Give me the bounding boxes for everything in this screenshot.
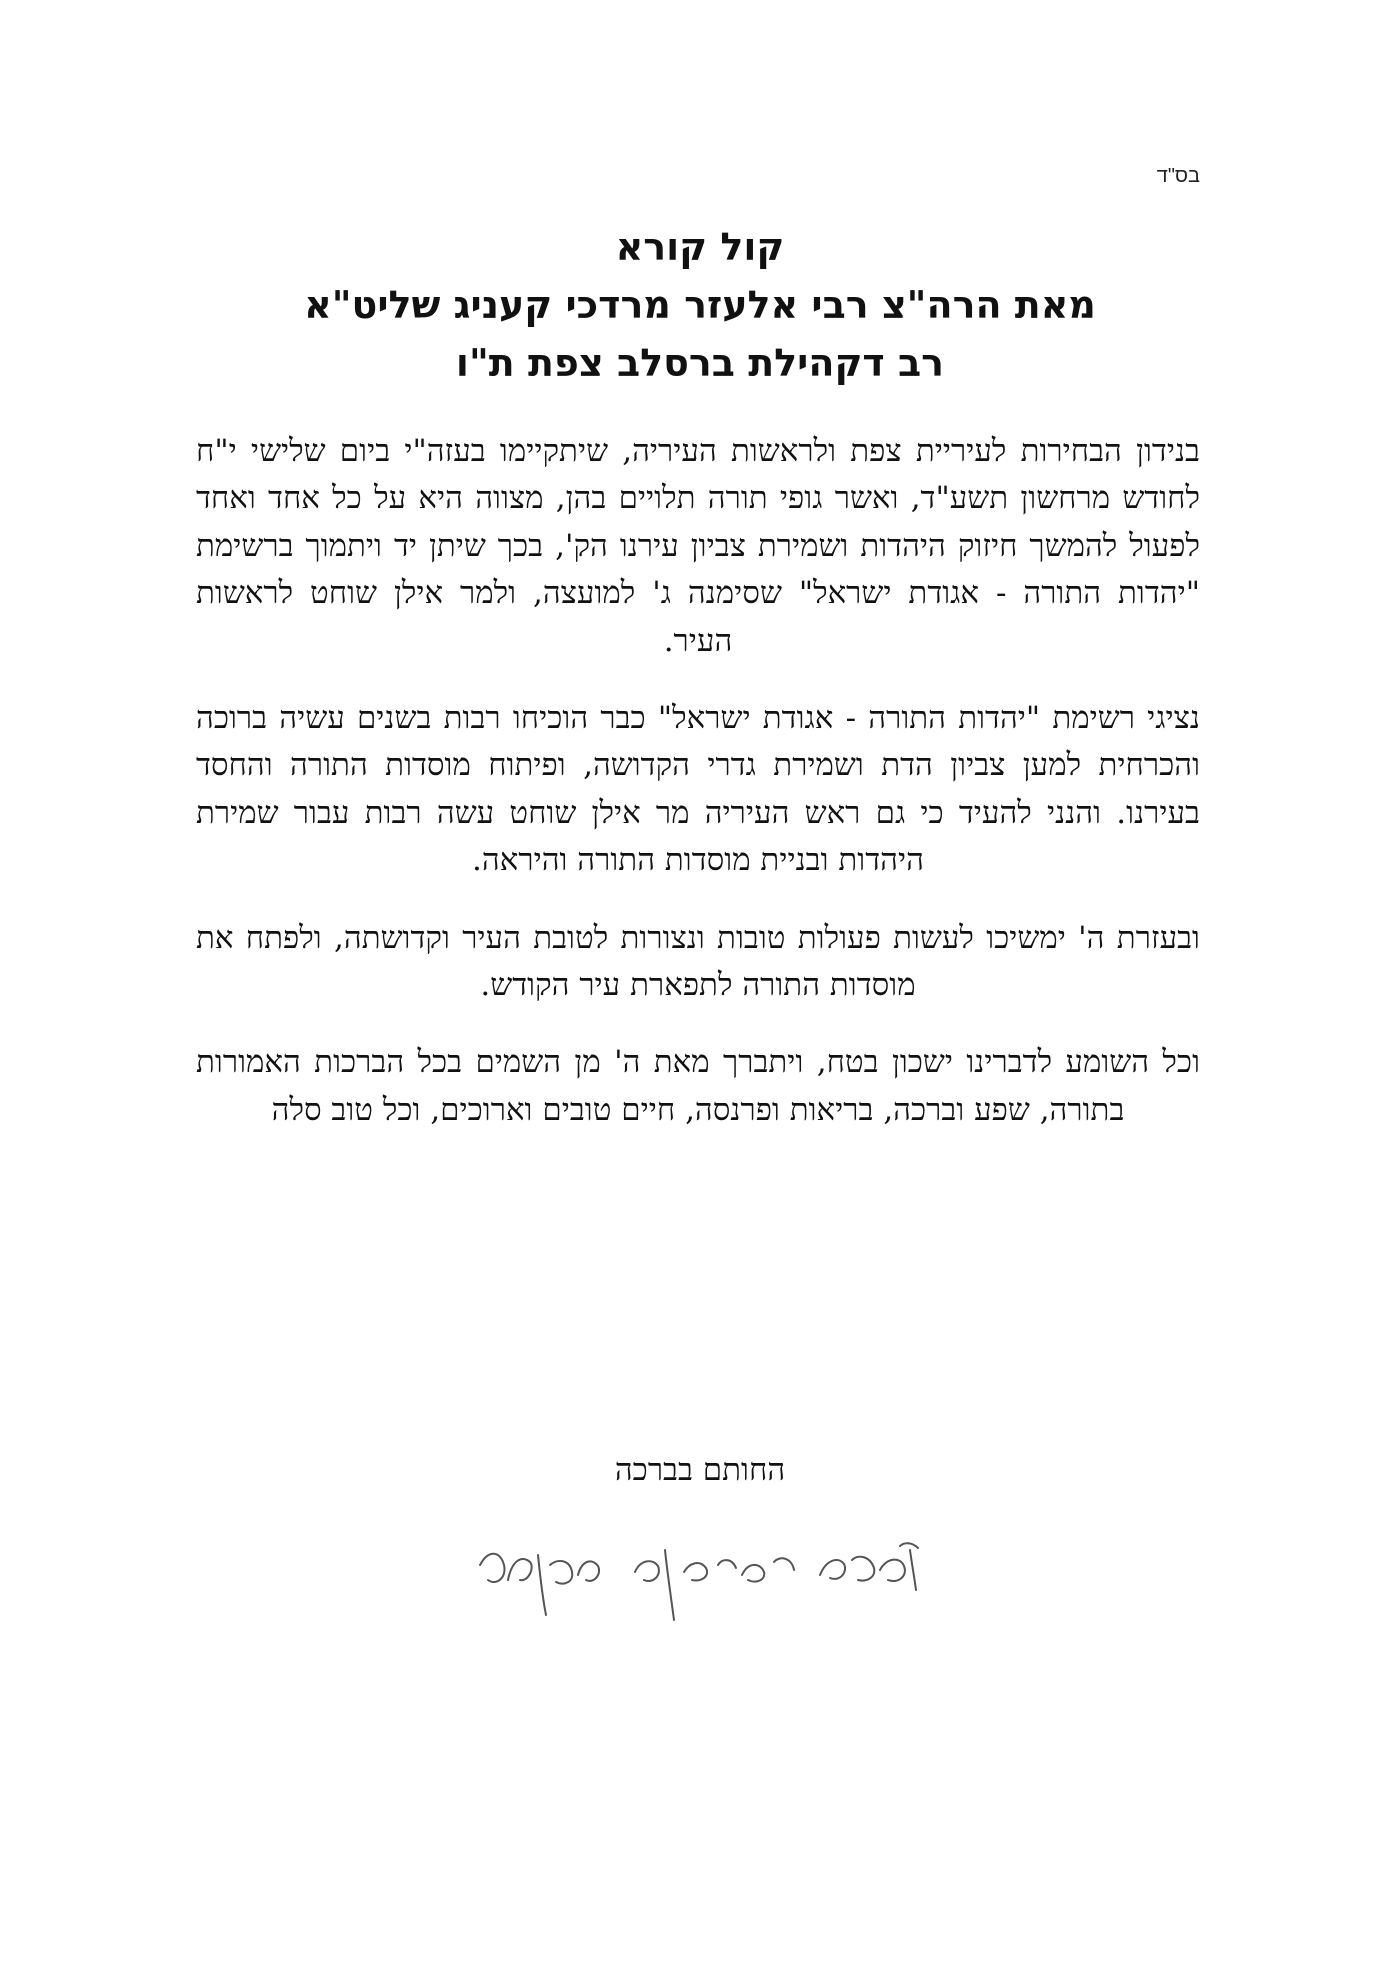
header-title: קול קורא: [615, 225, 785, 269]
paragraph-2: נציגי רשימת "יהדות התורה - אגודת ישראל" כבר הוכיחו רבות בשנים עשיה ברוכה והכרחית למען צביון הדת ושמירת גדרי הקדושה, ופיתוח מוסדות התורה והחסד בעירנו. והנני להעיד כי גם ראש העיריה מר אילן שוחט עשה רבות עבור שמירת היהדות ובניית מוסדות התורה והיראה.: [196, 700, 1200, 879]
letter-header: [0, 218, 1400, 392]
header-author: מאת הרה"צ רבי אלעזר מרדכי קעניג שליט"א: [304, 283, 1096, 327]
header-position: רב דקהילת ברסלב צפת ת"ו: [455, 341, 945, 385]
handwritten-signature: [460, 1520, 940, 1640]
paragraph-3: ובעזרת ה' ימשיכו לעשות פעולות טובות ונצורות לטובת העיר וקדושתה, ולפתח את מוסדות התורה לתפארת עיר הקודש.: [196, 919, 1200, 1004]
header-mark: בס"ד: [1156, 165, 1200, 187]
paragraph-1: בנידון הבחירות לעיריית צפת ולראשות העיריה, שיתקיימו בעזה"י ביום שלישי י"ח לחודש מרחשון תשע"ד, ואשר גופי תורה תלויים בהן, מצווה היא על כל אחד ואחד לפעול להמשך חיזוק היהדות ושמירת צביון עירנו הק', בכך שיתן יד ויתמוך ברשימת "יהדות התורה - אגודת ישראל" שסימנה ג' למועצה, ולמר אילן שוחט לראשות העיר.: [196, 433, 1200, 659]
closing-line: החותם בברכה: [614, 1452, 786, 1488]
paragraph-4: וכל השומע לדברינו ישכון בטח, ויתברך מאת ה' מן השמים בכל הברכות האמורות בתורה, שפע וברכה, בריאות ופרנסה, חיים טובים וארוכים, וכל טוב סלה: [196, 1044, 1200, 1128]
letter-body: [196, 428, 1200, 1164]
